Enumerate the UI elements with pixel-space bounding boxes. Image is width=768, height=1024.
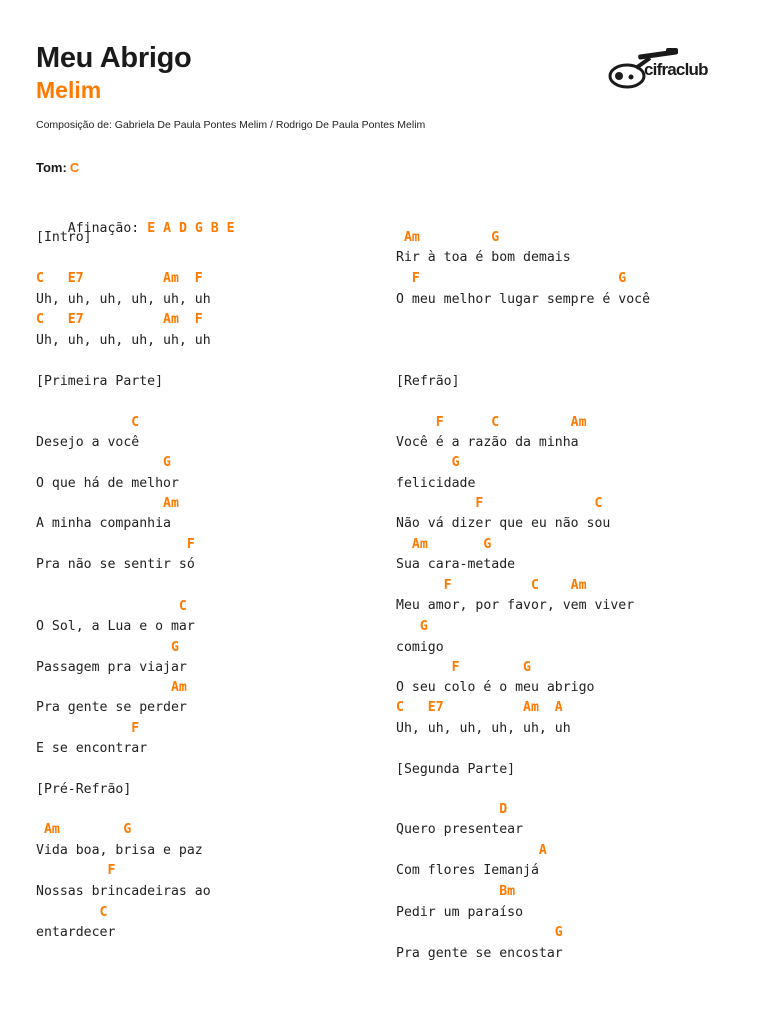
lyric-line: Vida boa, brisa e paz — [36, 843, 203, 858]
chord-line[interactable]: Bm — [396, 884, 516, 899]
key-indicator — [36, 160, 79, 175]
chord-line[interactable]: F — [36, 721, 140, 736]
lyric-line: Quero presentear — [396, 822, 524, 837]
logo-wordmark: cifraclub — [644, 60, 708, 79]
lyric-line: Com flores Iemanjá — [396, 863, 539, 878]
lyric-line: Uh, uh, uh, uh, uh, uh — [36, 292, 211, 307]
chord-line[interactable]: C — [36, 415, 140, 430]
lyric-line: felicidade — [396, 476, 476, 491]
key-value[interactable]: C — [69, 160, 80, 175]
lyric-line: [Pré-Refrão] — [36, 782, 132, 797]
chord-line[interactable]: Am G — [36, 822, 132, 837]
lyric-line: Sua cara-metade — [396, 557, 516, 572]
lyric-line: O que há de melhor — [36, 476, 179, 491]
chord-line[interactable]: F G — [396, 660, 531, 675]
lyric-line: E se encontrar — [36, 741, 148, 756]
chord-line[interactable]: G — [396, 925, 563, 940]
chord-line[interactable]: Am G — [396, 230, 500, 245]
lyric-line: Desejo a você — [36, 435, 140, 450]
composer-credits: Composição de: Gabriela De Paula Pontes Melim / Rodrigo De Paula Pontes Melim — [36, 119, 426, 131]
artist-name[interactable]: Melim — [36, 77, 102, 103]
lyric-line: Pra não se sentir só — [36, 557, 195, 572]
chord-line[interactable]: C E7 Am F — [36, 271, 203, 286]
lyric-line: A minha companhia — [36, 516, 171, 531]
lyric-line: Rir à toa é bom demais — [396, 250, 571, 265]
lyric-line: Meu amor, por favor, vem viver — [396, 598, 635, 613]
chord-line[interactable]: G — [36, 455, 171, 470]
chord-line[interactable]: F — [36, 863, 116, 878]
key-label: Tom: — [36, 160, 67, 175]
lyric-line: Uh, uh, uh, uh, uh, uh — [36, 333, 211, 348]
tuning-label: Afinação: — [67, 221, 140, 236]
chord-line[interactable]: G — [36, 640, 179, 655]
lyric-line: [Refrão] — [396, 374, 460, 389]
chord-line[interactable]: C E7 Am A — [396, 700, 563, 715]
lyric-line: Pra gente se encostar — [396, 946, 563, 961]
chord-line[interactable]: Am G — [396, 537, 492, 552]
chord-line[interactable]: F C Am — [396, 415, 587, 430]
lyric-line: [Segunda Parte] — [396, 762, 516, 777]
chord-line[interactable]: G — [396, 455, 460, 470]
lyric-line: O Sol, a Lua e o mar — [36, 619, 195, 634]
lyric-line: Nossas brincadeiras ao — [36, 884, 211, 899]
chord-line[interactable]: A — [396, 843, 547, 858]
lyric-line: entardecer — [36, 925, 116, 940]
lyric-line: Passagem pra viajar — [36, 660, 187, 675]
lyric-line: Uh, uh, uh, uh, uh, uh — [396, 721, 571, 736]
chord-line[interactable]: Am — [36, 496, 179, 511]
chord-line[interactable]: C — [36, 599, 187, 614]
chord-line[interactable]: C E7 Am F — [36, 312, 203, 327]
tuning-value[interactable]: E A D G B E — [147, 221, 235, 236]
lyric-line: Não vá dizer que eu não sou — [396, 516, 611, 531]
chord-line[interactable]: F C Am — [396, 578, 587, 593]
lyric-line: O seu colo é o meu abrigo — [396, 680, 595, 695]
chord-line[interactable]: F C — [396, 496, 603, 511]
song-title: Meu Abrigo — [36, 42, 192, 74]
lyric-line: Você é a razão da minha — [396, 435, 579, 450]
chord-line[interactable]: F G — [396, 271, 627, 286]
lyric-line: Pra gente se perder — [36, 700, 187, 715]
chord-line[interactable]: Am — [36, 680, 187, 695]
lyric-line: comigo — [396, 640, 444, 655]
lyric-line: [Intro] — [36, 230, 92, 245]
chord-line[interactable]: D — [396, 802, 508, 817]
chord-line[interactable]: G — [396, 619, 428, 634]
chord-line[interactable]: F — [36, 537, 195, 552]
lyric-line: [Primeira Parte] — [36, 374, 164, 389]
chord-line[interactable]: C — [36, 905, 108, 920]
lyric-line: Pedir um paraíso — [396, 905, 524, 920]
lyric-line: O meu melhor lugar sempre é você — [396, 292, 651, 307]
cifraclub-logo[interactable] — [606, 46, 722, 92]
